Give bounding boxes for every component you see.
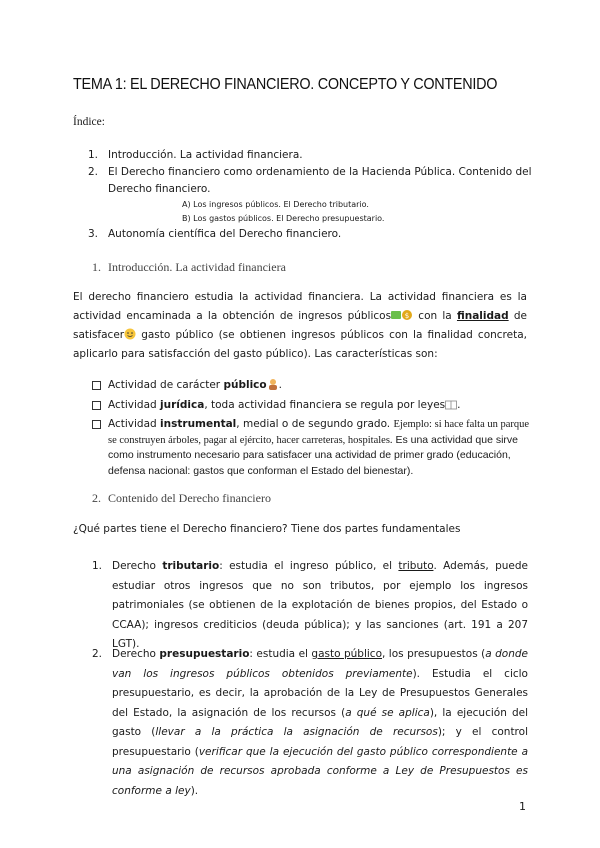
list-item: 1. Derecho tributario: estudia el ingreso público, el tributo. Además, puede estudiar otros ingresos que no son tributos, por ejemplo los ingresos patrimoniales (se obtienen de la explotación de bienes propios, del Estado o CCAA); ingresos crediticios (deuda pública); y las sanciones (art. 191 a 207 LGT). bbox=[92, 560, 529, 650]
parts-list-2 bbox=[92, 645, 528, 801]
section2-intro: ¿Qué partes tiene el Derecho financiero? Tiene dos partes fundamentales bbox=[73, 523, 461, 535]
list-item: Actividad de carácter público . bbox=[92, 378, 532, 394]
page-title: TEMA 1: EL DERECHO FINANCIERO. CONCEPTO Y CONTENIDO bbox=[73, 76, 498, 93]
toc-subitem: B) Los gastos públicos. El Derecho presupuestario. bbox=[182, 214, 385, 223]
smile-icon bbox=[124, 328, 136, 340]
toc-item: 3. Autonomía científica del Derecho financiero. bbox=[88, 228, 342, 240]
svg-text:$: $ bbox=[404, 312, 410, 320]
checkbox-icon bbox=[92, 401, 101, 410]
toc-subitem: A) Los ingresos públicos. El Derecho tributario. bbox=[182, 200, 369, 209]
table-of-contents bbox=[88, 147, 538, 243]
toc-item: 1. Introducción. La actividad financiera. bbox=[88, 149, 303, 161]
list-item: Actividad jurídica, toda actividad financiera se regula por leyes . bbox=[92, 398, 532, 414]
parts-list-1 bbox=[92, 557, 528, 655]
checkbox-icon bbox=[92, 381, 101, 390]
money-icon bbox=[391, 309, 413, 321]
checkbox-icon bbox=[92, 420, 101, 429]
section-heading-2: 2. Contenido del Derecho financiero bbox=[92, 491, 271, 505]
list-item: Actividad instrumental, medial o de segundo grado. Ejemplo: si hace falta un parque se construyen árboles, pagar al ejército, hacer carreteras, hospitales. Es una actividad que sirve como instrumento necesario para satisfacer una actividad de primer grado (educación, defensa nacional: gastos que conforman el Estado del bienestar). bbox=[92, 417, 532, 479]
characteristics-list bbox=[92, 378, 532, 484]
person-icon bbox=[267, 378, 279, 390]
page-number: 1 bbox=[519, 800, 526, 813]
list-item: 2. Derecho presupuestario: estudia el gasto público, los presupuestos (a donde van los ingresos públicos obtenidos previamente). Estudia el ciclo presupuestario, es decir, la aprobación de la Ley de Presupuestos Generales del Estado, la asignación de los recursos (a qué se aplica), la ejecución del gasto (llevar a la práctica la asignación de recursos); y el control presupuestario (verificar que la ejecución del gasto público correspondiente a una asignación de recursos aprobada conforme a Ley de Presupuestos es conforme a ley). bbox=[92, 648, 529, 797]
toc-item: 2. El Derecho financiero como ordenamiento de la Hacienda Pública. Contenido del Derecho financiero. bbox=[88, 166, 532, 195]
intro-paragraph: El derecho financiero estudia la actividad financiera. La actividad financiera es la actividad encaminada a la obtención de ingresos públicos $ con la finalidad de satisfacer gasto público (se obtienen ingresos públicos con la finalidad concreta, aplicarlo para satisfacción del gasto público). Las características son: bbox=[73, 291, 527, 360]
book-icon bbox=[445, 400, 457, 410]
section-heading-1: 1. Introducción. La actividad financiera bbox=[92, 260, 286, 274]
index-label: Índice: bbox=[73, 116, 105, 128]
